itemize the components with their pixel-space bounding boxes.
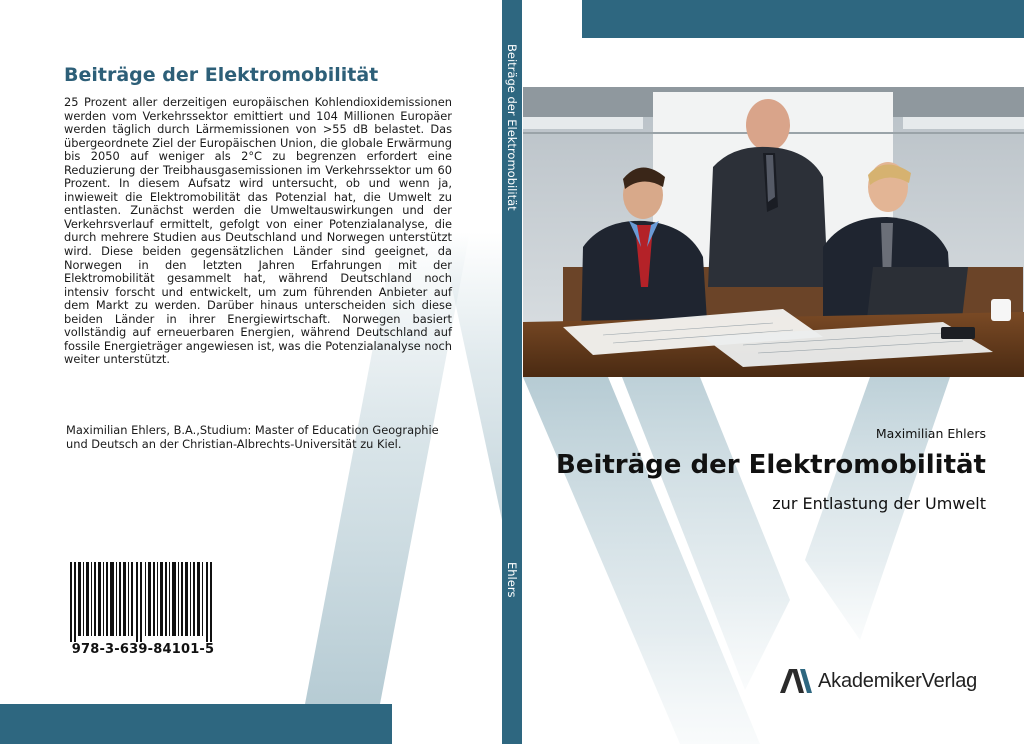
cover-photo <box>523 87 1024 377</box>
barcode <box>70 562 214 642</box>
publisher <box>780 666 977 696</box>
back-cover-title: Beiträge der Elektromobilität <box>64 64 379 86</box>
author-bio: Maximilian Ehlers, B.A.,Studium: Master of Education Geographie und Deutsch an der Christian-Albrechts-Universität zu Kiel. <box>66 423 439 451</box>
publisher-name: AkademikerVerlag <box>818 669 978 692</box>
isbn-number: 978-3-639-84101-5 <box>71 642 215 657</box>
front-author: Maximilian Ehlers <box>875 426 986 441</box>
spine-title: Beiträge der Elektromobilität <box>505 44 519 211</box>
back-cover-blurb: 25 Prozent aller derzeitigen europäischen Kohlendioxidemissionen werden vom Verkehrssektor emittiert und 104 Millionen Europäer werden täglich durch Lärmemissionen von >55 dB belastet. Das übergeordnete Ziel der Europäischen Union, die globale Erwärmung bis 2050 auf weniger als 2°C zu begrenzen erfordert eine Reduzierung der Treibhausgasemissionen im Verkehrssektor um 60 Prozent. In diesem Aufsatz wird untersucht, ob und wenn ja, inwieweit die Elektromobilität das Potenzial hat, die Umwelt zu entlasten. Zunächst werden die Umweltauswirkungen und der Verkehrsverlauf ermittelt, gefolgt von einer Potenzialanalyse, die durch mehrere Studien aus Deutschland und Norwegen unterstützt wird. Diese beiden gegensätzlichen Länder sind geeignet, da Norwegen in den letzten Jahren Erfahrungen mit der Elektromobilität gesammelt hat, während Deutschland noch intensiv forscht und entwickelt, um zum führenden Anbieter auf dem Markt zu werden. Darüber hinaus unterscheiden sich diese beiden Länder in ihrer Energiewirtschaft. Norwegen basiert vollständig auf erneuerbaren Energien, während Deutschland auf fossile Energieträger angewiesen ist, was die Potenzialanalyse noch weiter unterstützt. <box>64 95 452 367</box>
front-top-bar <box>582 0 1024 38</box>
front-subtitle: zur Entlastung der Umwelt <box>772 494 986 513</box>
publisher-logo-icon <box>780 669 812 693</box>
cover-photo-illustration <box>523 87 1024 377</box>
back-bottom-bar <box>0 704 392 744</box>
spine-author: Ehlers <box>505 562 519 598</box>
front-title: Beiträge der Elektromobilität <box>556 450 986 480</box>
